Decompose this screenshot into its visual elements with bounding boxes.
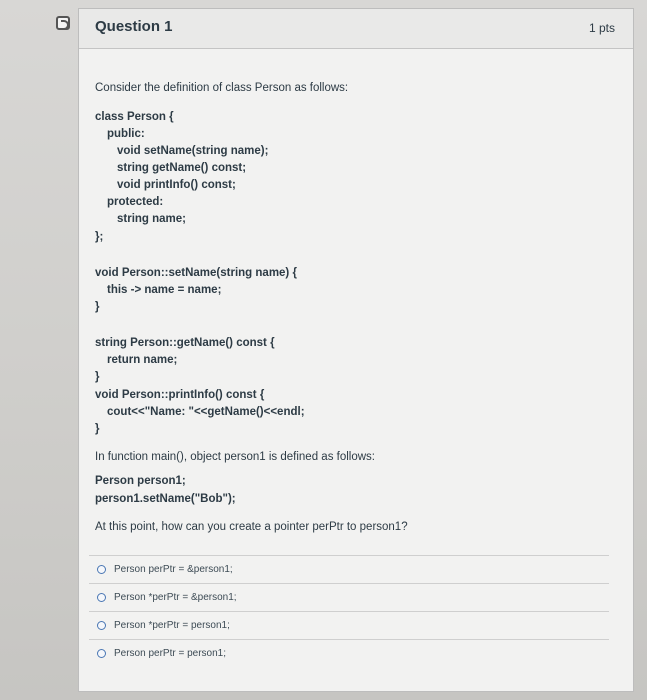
prompt-intro: Consider the definition of class Person as follows: xyxy=(95,82,349,94)
question-points: 1 pts xyxy=(588,21,615,35)
code-line: string Person::getName() const { xyxy=(95,337,275,349)
answer-option-1[interactable] xyxy=(97,560,233,578)
question-ask: At this point, how can you create a pointer perPtr to person1? xyxy=(95,521,408,533)
question-title: Question 1 xyxy=(95,18,173,35)
code-line: } xyxy=(95,371,100,383)
radio-icon[interactable] xyxy=(97,621,106,630)
code-line: person1.setName("Bob"); xyxy=(95,493,236,505)
code-line: void Person::printInfo() const { xyxy=(95,389,265,401)
code-line: void printInfo() const; xyxy=(117,179,236,191)
answer-label: Person perPtr = &person1; xyxy=(114,563,233,575)
answer-option-4[interactable] xyxy=(97,644,226,662)
radio-icon[interactable] xyxy=(97,565,106,574)
radio-icon[interactable] xyxy=(97,649,106,658)
answer-label: Person *perPtr = person1; xyxy=(114,619,230,631)
answer-option-2[interactable] xyxy=(97,588,237,606)
code-line: class Person { xyxy=(95,111,174,123)
code-line: protected: xyxy=(107,196,164,208)
answer-divider xyxy=(89,555,609,556)
code-line: Person person1; xyxy=(95,475,186,487)
answer-label: Person *perPtr = &person1; xyxy=(114,591,237,603)
code-line: string getName() const; xyxy=(117,162,247,174)
code-line: return name; xyxy=(107,354,178,366)
answer-label: Person perPtr = person1; xyxy=(114,647,227,659)
code-line: } xyxy=(95,301,100,313)
code-line: string name; xyxy=(117,213,187,225)
question-card xyxy=(78,8,634,692)
code-line: } xyxy=(95,423,100,435)
answer-divider xyxy=(89,611,609,612)
code-line: }; xyxy=(95,231,104,243)
answer-option-3[interactable] xyxy=(97,616,230,634)
question-header xyxy=(79,9,633,49)
code-line: this -> name = name; xyxy=(107,284,222,296)
code-line: public: xyxy=(107,128,145,140)
code-line: void setName(string name); xyxy=(117,145,269,157)
flag-icon[interactable] xyxy=(56,16,70,30)
answer-divider xyxy=(89,639,609,640)
code-line: void Person::setName(string name) { xyxy=(95,267,297,279)
code-line: cout<<"Name: "<<getName()<<endl; xyxy=(107,406,305,418)
main-intro: In function main(), object person1 is defined as follows: xyxy=(95,451,375,463)
radio-icon[interactable] xyxy=(97,593,106,602)
answer-divider xyxy=(89,583,609,584)
